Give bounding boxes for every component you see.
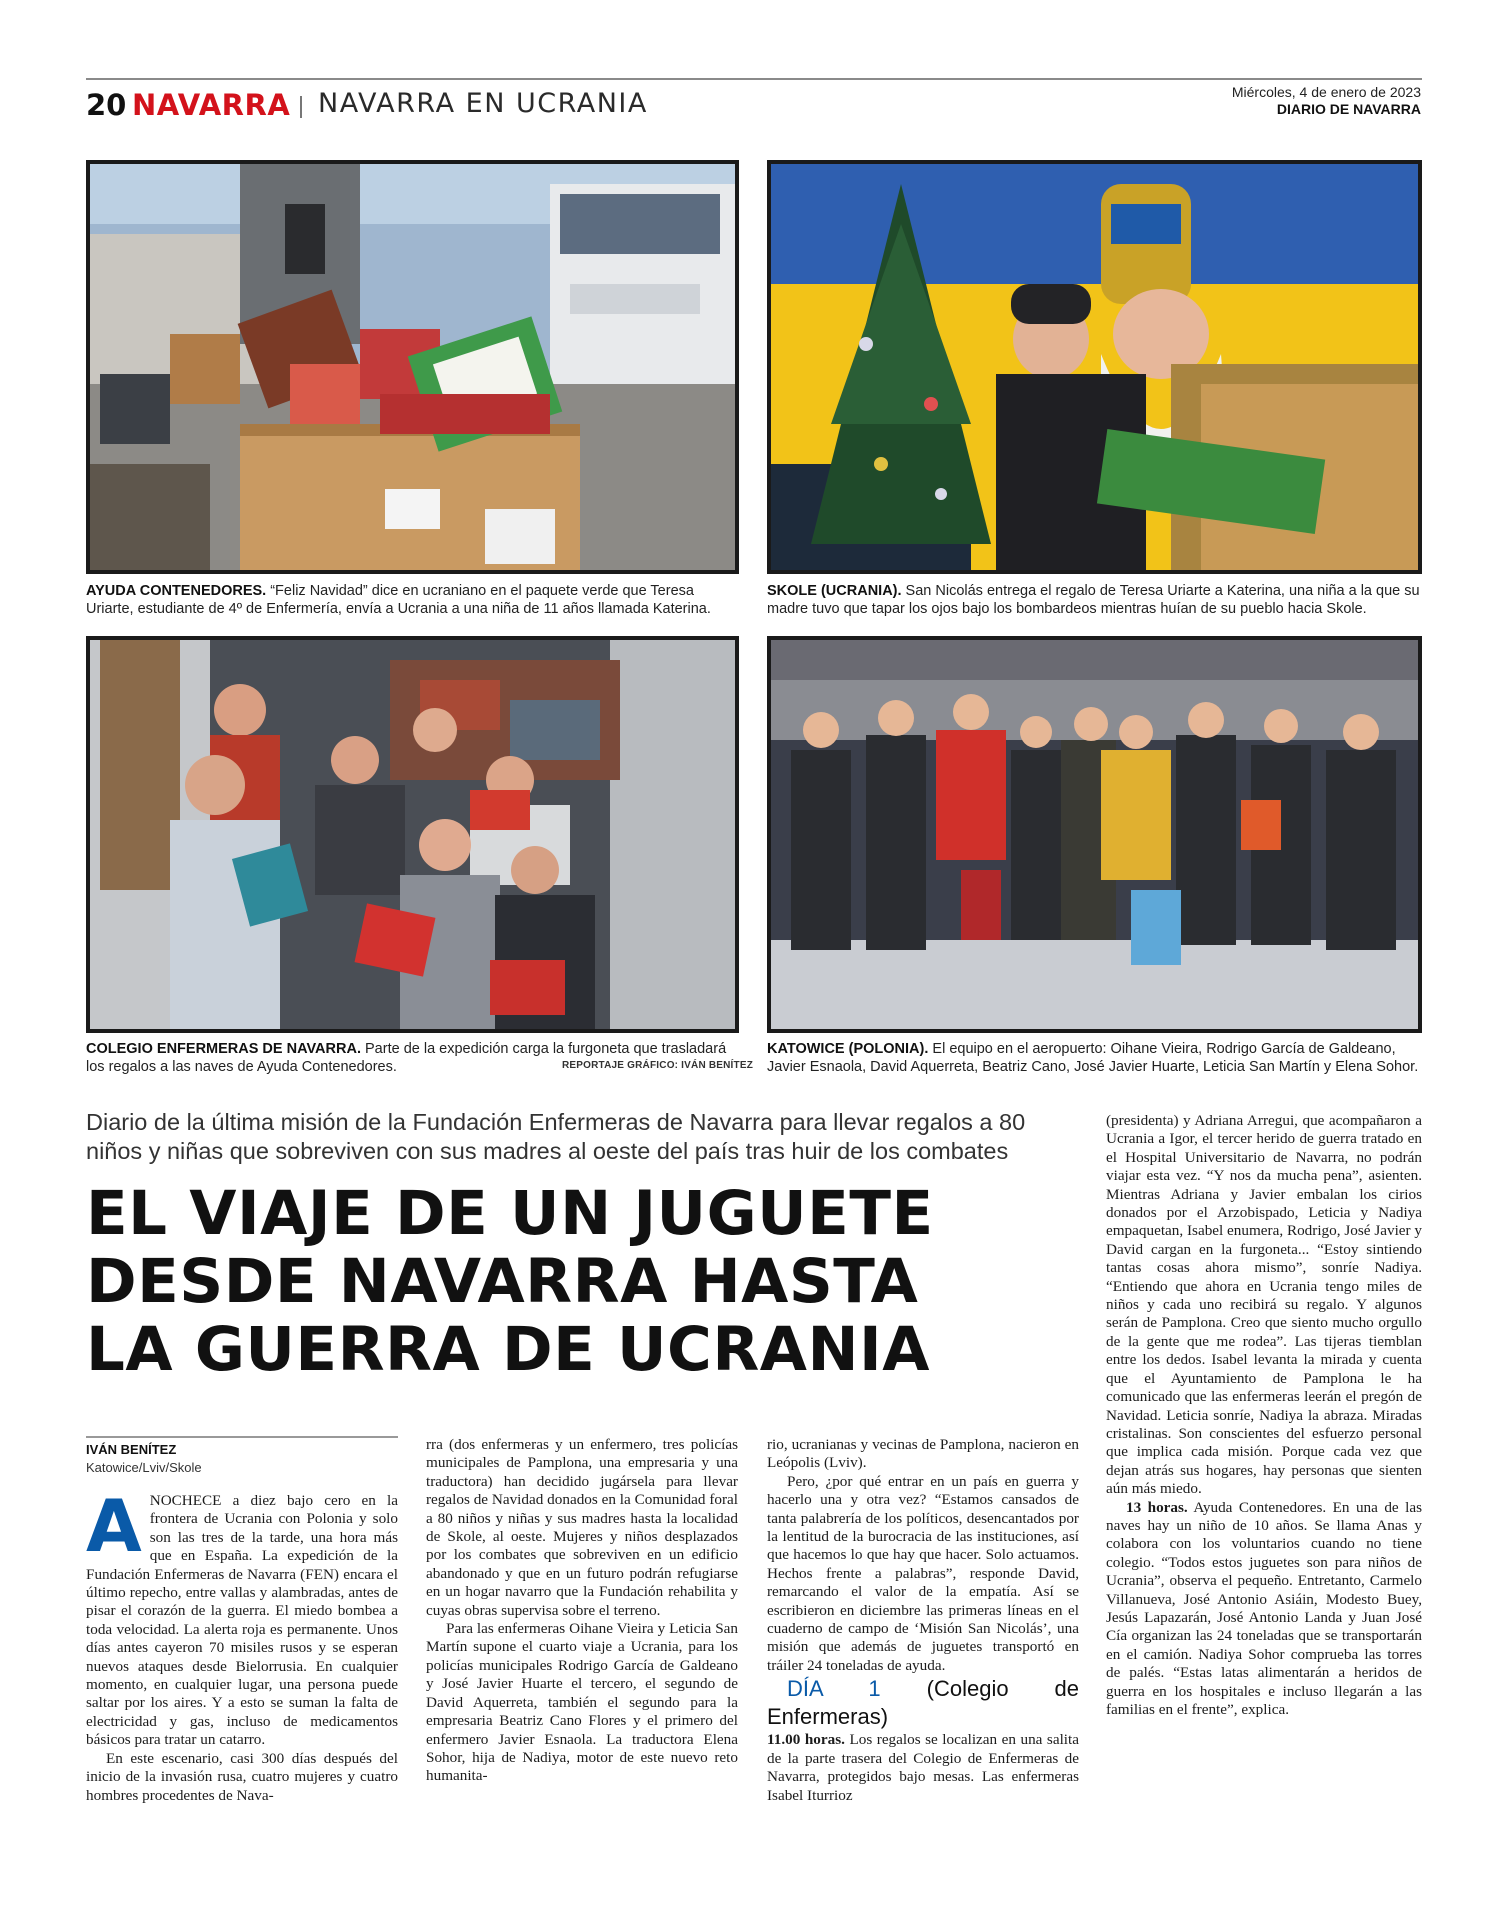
headline-line-3: LA GUERRA DE UCRANIA	[86, 1314, 930, 1385]
paragraph: Pero, ¿por qué entrar en un país en guerra y hacerlo una y otra vez? “Estamos cansados de tanta palabrería de los políticos, desencantados por la lentitud de la burocracia de las instituciones, así que hacemos lo que hay que hacer. Solo actuamos. Hechos frente a palabras”, responde David, remarcando el valor de la empatía. Así se escribieron en diciembre las primeras líneas en el cuaderno de campo de ‘Misión San Nicolás’, una misión que además de juguetes transportó en tráiler 24 toneladas de ayuda.	[767, 1472, 1079, 1674]
caption-photo-2	[767, 582, 1422, 618]
byline-rule	[86, 1436, 398, 1438]
photo-san-nicolas	[767, 160, 1422, 574]
page-number: 20	[86, 88, 127, 122]
paragraph: rra (dos enfermeras y un enfermero, tres policías municipales de Pamplona, una empresaria y una traductora) han decidido jugársela para llevar regalos de Navidad donados en la Comunidad foral a 80 niños y niñas y sus madres hasta la localidad de Skole, al oeste. Mujeres y niños desplazados por los combates que sobreviven en un edificio abandonado y que en un futuro podrán refugiarse en un hogar navarro que la Fundación rehabilita y cuyas obras supervisa sobre el terreno.	[426, 1436, 738, 1619]
article-standfirst: Diario de la última misión de la Fundación Enfermeras de Navarra para llevar regalos a 80 niños y niñas que sobreviven con sus madres al oeste del país tras huir de los combates	[86, 1109, 1026, 1164]
paragraph: (presidenta) y Adriana Arregui, que acompañaron a Ucrania a Igor, el tercer herido de guerra tratado en el Hospital Universitario de Navarra, no podrán viajar esta vez. “Y nos da mucha pena”, asienten. Mientras Adriana y Javier embalan los cirios donados por el Arzobispado, Leticia y Nadiya empaquetan, Isabel enumera, Rodrigo, José Javier y David cargan en la furgoneta... “Estoy sintiendo tantas cosas ahora mismo”, sonríe Nadiya. “Entiendo que ahora en Ucrania tengo miles de niños y cada uno recibirá su regalo. Y algunos serán de Pamplona. Creo que siento mucho orgullo de la gente que me rodea”. Las tijeras tiemblan entre los dedos. Isabel levanta la mirada y cuenta que el Ayuntamiento de Pamplona le ha comunicado que las enfermeras leerán el pregón de Navidad. Leticia sonríe, Nadiya la abraza. Miradas cristalinas. Son conscientes del esfuerzo personal que implica cada misión. Porque cada vez que dejan atrás sus hogares, hay personas que sienten aún más miedo.	[1106, 1112, 1422, 1498]
header-separator	[300, 96, 302, 118]
photo-gift-crate	[86, 160, 739, 574]
body-column-1	[86, 1484, 398, 1805]
byline-author: IVÁN BENÍTEZ	[86, 1442, 177, 1457]
caption-label: SKOLE (UCRANIA).	[767, 583, 902, 599]
caption-label: KATOWICE (POLONIA).	[767, 1041, 929, 1057]
paragraph-text: Ayuda Contenedores. En una de las naves hay un niño de 10 años. Se llama Anas y colabora con los voluntarios cuando no tiene colegio. “Todos estos juguetes son para niños de Ucrania”, observa el pequeño. Entretanto, Carmelo Villanueva, José Antonio Asiáin, Modesto Buey, Jesús Lapazarán, José Antonio Landa y Juan José Cía organizan las 24 toneladas que se transportarán en el camión. Nadiya Sohor comprueba las torres de palés. “Estas latas alimentarán a heridos de guerra en los hospitales e incluso llegarán a las familias en el frente”, explica.	[1106, 1498, 1422, 1718]
caption-text: “Feliz Navidad” dice en ucraniano en el paquete verde que Teresa Uriarte, estudiante de 4º de Enfermería, envía a Ucrania a una niña de 11 años llamada Katerina.	[86, 583, 711, 617]
caption-label: COLEGIO ENFERMERAS DE NAVARRA.	[86, 1041, 361, 1057]
article-headline	[86, 1180, 1076, 1384]
caption-text: Parte de la expedición carga la furgoneta que trasladará los regalos a las naves de Ayuda Contenedores.	[86, 1041, 727, 1075]
paragraph	[767, 1731, 1079, 1805]
newspaper-name: DIARIO DE NAVARRA	[1276, 101, 1421, 117]
time-marker: 13 horas.	[1126, 1498, 1188, 1516]
paragraph: En este escenario, casi 300 días después del inicio de la invasión rusa, cuatro mujeres y cuatro hombres procedentes de Nava-	[86, 1749, 398, 1804]
paragraph: rio, ucranianas y vecinas de Pamplona, nacieron en Leópolis (Lviv).	[767, 1436, 1079, 1472]
caption-text: El equipo en el aeropuerto: Oihane Vieira, Rodrigo García de Galdeano, Javier Esnaola, David Aquerreta, Beatriz Cano, José Javier Huarte, Leticia San Martín y Elena Sohor.	[767, 1041, 1419, 1075]
photo-airport-group	[767, 636, 1422, 1033]
caption-photo-4	[767, 1040, 1422, 1076]
subsection-name: NAVARRA EN UCRANIA	[318, 88, 648, 119]
paragraph	[1106, 1499, 1422, 1720]
drop-cap: A	[86, 1484, 142, 1568]
issue-date: Miércoles, 4 de enero de 2023	[1231, 84, 1421, 100]
day-title: (Colegio de Enfermeras)	[767, 1676, 1079, 1730]
body-column-3	[767, 1436, 1079, 1805]
body-column-4	[1106, 1112, 1422, 1719]
paragraph: NOCHECE a diez bajo cero en la frontera de Ucrania con Polonia y solo son las tres de la tarde, una hora más que en España. La expedición de la Fundación Enfermeras de Navarra (FEN) encara el último repecho, entre vallas y alambradas, antes de pisar el corazón de la guerra. El miedo bombea a toda velocidad. La alerta roja es permanente. Unos días antes cayeron 70 misiles rusos y se esperan nuevos ataques desde Bielorrusia. En cualquier momento, en cualquier lugar, una persona puede saltar por los aires. Y a esto se suman la falta de electricidad y gas, incluso de medicamentos básicos para tratar un catarro.	[86, 1492, 398, 1749]
paragraph: Para las enfermeras Oihane Vieira y Leticia San Martín supone el cuarto viaje a Ucrania, para los policías municipales Rodrigo García de Galdeano y José Javier Huarte el tercero, el segundo de David Aquerreta, también el segundo para la empresaria Beatriz Cano Flores y el primero del enfermero Javier Esnaola. La traductora Elena Sohor, hija de Nadiya, motor de este nuevo reto humanita-	[426, 1620, 738, 1785]
headline-line-2: DESDE NAVARRA HASTA	[86, 1246, 919, 1317]
headline-line-1: EL VIAJE DE UN JUGUETE	[86, 1178, 934, 1249]
header-rule	[86, 78, 1422, 80]
byline-location: Katowice/Lviv/Skole	[86, 1460, 202, 1475]
caption-photo-1	[86, 582, 739, 618]
photo-van-loading	[86, 636, 739, 1033]
section-name: NAVARRA	[132, 88, 291, 122]
day-subheading	[767, 1675, 1079, 1731]
time-marker: 11.00 horas.	[767, 1731, 845, 1749]
caption-label: AYUDA CONTENEDORES.	[86, 583, 267, 599]
paragraph-text: Los regalos se localizan en una salita de la parte trasera del Colegio de Enfermeras de Navarra, protegidos bajo mesas. Las enfermeras Isabel Iturrioz	[767, 1731, 1079, 1804]
day-label: DÍA 1	[787, 1676, 881, 1702]
caption-text: San Nicolás entrega el regalo de Teresa Uriarte a Katerina, una niña a la que su madre tuvo que tapar los ojos bajo los bombardeos mientras huían de su pueblo hacia Skole.	[767, 583, 1420, 617]
body-column-2	[426, 1436, 738, 1786]
photo-credit: REPORTAJE GRÁFICO: IVÁN BENÍTEZ	[562, 1060, 754, 1071]
